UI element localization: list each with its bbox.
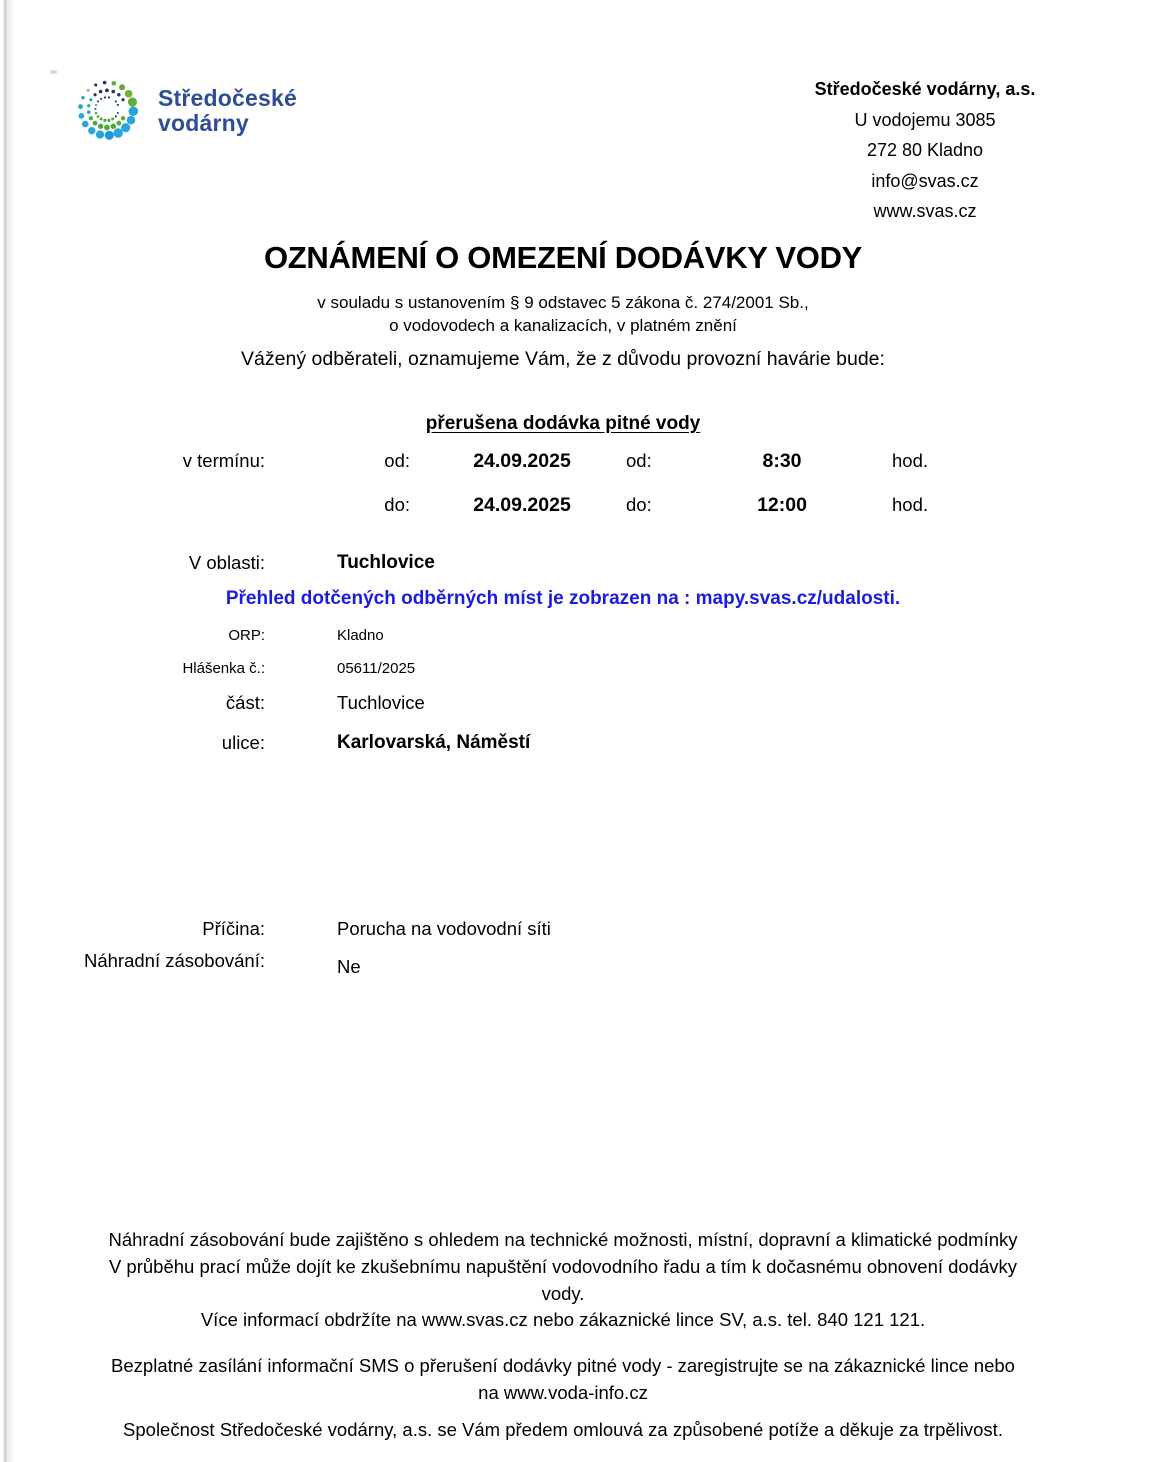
term-unit-to: hod. [892,494,929,515]
company-city: 272 80 Kladno [866,140,984,160]
cast-value: Tuchlovice [337,692,425,713]
area-label: V oblasti: [188,552,265,573]
cast-row [0,692,1126,722]
area-row [0,552,1126,582]
term-row-from [0,450,1126,480]
footer-sms-line1: Bezplatné zasílání informační SMS o přerušení dodávky pitné vody - zaregistrujte se na zákaznické lince nebo [111,1355,1015,1376]
company-name: Středočeské vodárny, a.s. [814,79,1036,99]
orp-value: Kladno [337,627,384,644]
legal-subtitle-line2: o vodovodech a kanalizacích, v platném znění [389,316,737,335]
legal-subtitle-line1: v souladu s ustanovením § 9 odstavec 5 zákona č. 274/2001 Sb., [317,293,809,312]
substitute-label: Náhradní zásobování: [83,950,265,971]
term-time-from: 8:30 [762,450,802,472]
interruption-heading: přerušena dodávka pitné vody [425,413,701,434]
company-street: U vodojemu 3085 [854,109,996,130]
intro-text: Vážený odběrateli, oznamujeme Vám, že z důvodu provozní havárie bude: [241,348,885,370]
footer-apology-line: Společnost Středočeské vodárny, a.s. se Vám předem omlouvá za způsobené potíže a děkuje za trpělivost. [123,1419,1003,1440]
term-time-label-to: do: [626,494,652,515]
hlasenka-value: 05611/2025 [337,660,416,677]
ulice-value: Karlovarská, Náměstí [337,732,531,753]
footer-p1-line1: Náhradní zásobování bude zajištěno s ohledem na technické možnosti, místní, dopravní a klimatické podmínky [108,1229,1018,1250]
orp-row [0,627,1126,657]
ulice-label: ulice: [221,732,265,753]
page-title: OZNÁMENÍ O OMEZENÍ DODÁVKY VODY [263,240,863,275]
logo-dots-icon [66,74,150,146]
substitute-value: Ne [337,956,361,977]
logo-word-line1: Středočeské [158,85,297,111]
term-label: v termínu: [182,450,265,471]
logo-word-line2: vodárny [158,110,249,136]
term-unit-from: hod. [892,450,929,471]
footer-p1-line3: vody. [541,1283,585,1304]
logo-wordmark [158,86,297,136]
footer-info-line: Více informací obdržíte na www.svas.cz nebo zákaznické lince SV, a.s. tel. 840 121 121. [200,1309,926,1330]
company-address-block [715,74,1135,227]
term-row-to [0,494,1126,524]
area-value: Tuchlovice [337,552,435,573]
ulice-row [0,732,1126,762]
footer-sms-line2: na www.voda-info.cz [478,1382,648,1403]
term-time-to: 12:00 [757,494,807,516]
term-date-to: 24.09.2025 [473,494,571,516]
cause-value: Porucha na vodovodní síti [337,918,551,939]
hlasenka-label: Hlášenka č.: [182,660,265,677]
term-time-label-from: od: [626,450,652,471]
term-date-label-to: do: [384,494,410,515]
orp-label: ORP: [228,627,265,644]
footer-p1-line2: V průběhu prací může dojít ke zkušebnímu napuštění vodovodního řadu a tím k dočasnému obnovení dodávky [108,1256,1018,1277]
company-logo [66,74,297,146]
cause-row [0,918,1126,948]
substitute-row [0,950,1126,980]
company-website: www.svas.cz [873,201,977,221]
cause-label: Příčina: [202,918,265,939]
cast-label: část: [225,692,265,713]
hlasenka-row [0,660,1126,690]
company-email: info@svas.cz [871,170,979,191]
term-date-from: 24.09.2025 [473,450,571,472]
map-note: Přehled dotčených odběrných míst je zobrazen na : mapy.svas.cz/udalosti. [225,588,901,609]
term-date-label-from: od: [384,450,410,471]
